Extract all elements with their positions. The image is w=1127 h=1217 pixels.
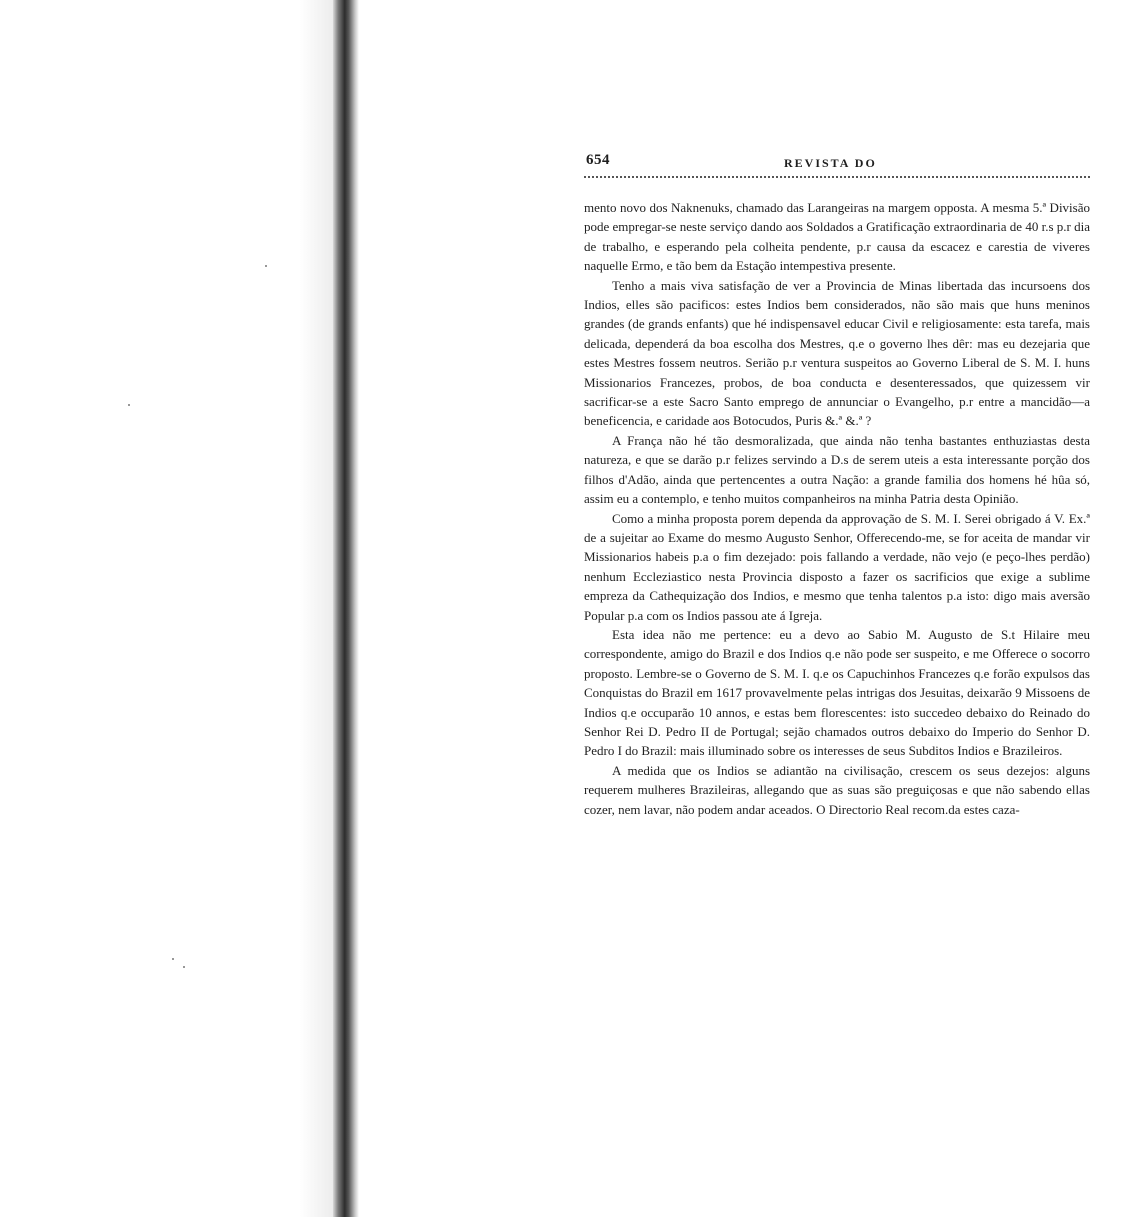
book-page bbox=[584, 150, 1090, 819]
paper-speck bbox=[183, 966, 185, 968]
body-text bbox=[584, 198, 1090, 819]
running-head: REVISTA DO bbox=[784, 156, 877, 170]
paragraph: A França não hé tão desmoralizada, que ainda não tenha bastantes enthuziastas desta natureza, e que se darão p.r felizes servindo a D.s de serem uteis a esta interessante porção dos filhos d'Adão, ainda que pertencentes a outra Nação: a grande familia dos homens hé hûa só, assim eu a contemplo, e tenho muitos companheiros na minha Patria desta Opinião. bbox=[584, 432, 1090, 507]
paragraph: mento novo dos Naknenuks, chamado das Larangeiras na margem opposta. A mesma 5.ª Divisão pode empregar-se neste serviço dando aos Soldados a Gratificação extraordinaria de 40 r.s p.r dia de trabalho, e esperando pela colheita pendente, p.r causa da escacez e carestia de viveres naquelle Ermo, e tão bem da Estação intempestiva presente. bbox=[584, 200, 1090, 274]
paper-speck bbox=[172, 958, 174, 960]
paragraph: Como a minha proposta porem dependa da approvação de S. M. I. Serei obrigado á V. Ex.ª de a sujeitar ao Exame do mesmo Augusto Senhor, Offerecendo-me, se for aceita de mandar vir Missionarios habeis p.a o fim dezejado: pois fallando a verdade, não vejo (e peço-lhes perdão) nenhum Eccleziastico nesta Provincia disposto a fazer os sacrificios que exige a sublime empreza da Cathequização dos Indios, e mesmo que tenha talentos p.a isto: digo mais aversão Popular p.a com os Indios passou ate á Igreja. bbox=[584, 510, 1090, 623]
paper-speck bbox=[265, 265, 267, 267]
paragraph: A medida que os Indios se adiantão na civilisação, crescem os seus dezejos: alguns requerem mulheres Brazileiras, allegando que as suas são preguiçosas e que não sabendo ellas cozer, nem lavar, não podem andar aceados. O Directorio Real recom.da estes caza- bbox=[584, 762, 1090, 817]
paragraph: Tenho a mais viva satisfação de ver a Provincia de Minas libertada das incursoens dos Indios, elles são pacificos: estes Indios bem considerados, não são mais que huns meninos grandes (de grands enfants) que hé indispensavel educar Civil e religiosamente: esta tarefa, mais delicada, dependerá da boa escolha dos Mestres, q.e o governo lhes dêr: mas eu dezejaria que estes Mestres fossem neutros. Serião p.r ventura suspeitos ao Governo Liberal de S. M. I. huns Missionarios Francezes, probos, de boa conducta e desenteressados, que quizessem vir sacrificar-se a este Sacro Santo emprego de annunciar o Evangelho, p.r entre a mancidão—a beneficencia, e caridade aos Botocudos, Puris &.ª &.ª ? bbox=[584, 277, 1090, 429]
book-gutter bbox=[333, 0, 359, 1217]
page-header bbox=[584, 150, 1090, 178]
paragraph: Esta idea não me pertence: eu a devo ao Sabio M. Augusto de S.t Hilaire meu correspondente, amigo do Brazil e dos Indios q.e não pode ser suspeito, e me Offerece o socorro proposto. Lembre-se o Governo de S. M. I. q.e os Capuchinhos Francezes q.e forão expulsos das Conquistas do Brazil em 1617 provavelmente pelas intrigas dos Jesuitas, deixarão 9 Missoens de Indios q.e occuparão 10 annos, e estas bem florescentes: isto succedeo debaixo do Reinado do Senhor Rei D. Pedro II de Portugal; sejão chamados outros debaixo do Imperio do Senhor D. Pedro I do Brazil: mais illuminado sobre os interesses de seus Subditos Indios e Brazileiros. bbox=[584, 626, 1090, 759]
paper-speck bbox=[128, 404, 130, 406]
gutter-shadow bbox=[300, 0, 334, 1217]
page-number: 654 bbox=[586, 152, 610, 168]
